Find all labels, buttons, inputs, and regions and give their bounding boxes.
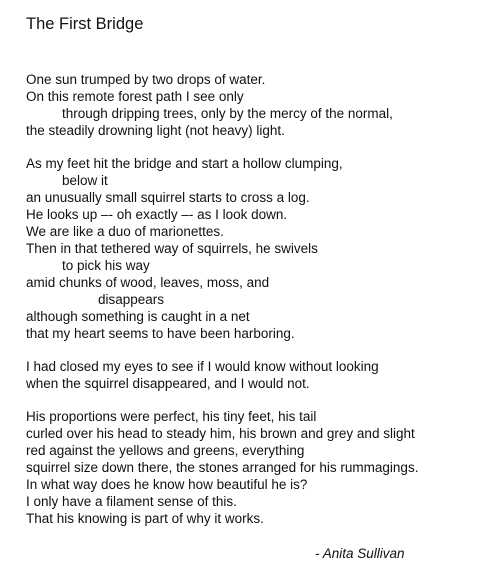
stanza-3 — [26, 358, 496, 392]
poem-title: The First Bridge — [26, 15, 144, 33]
poem-line: We are like a duo of marionettes. — [26, 224, 224, 239]
poem-line: below it — [62, 173, 108, 188]
poem — [26, 14, 496, 543]
poem-line: disappears — [98, 292, 165, 307]
poem-line: One sun trumped by two drops of water. — [26, 72, 266, 87]
poem-line: although something is caught in a net — [26, 309, 250, 324]
poem-line: On this remote forest path I see only — [26, 89, 244, 104]
stanza-4 — [26, 408, 496, 527]
poem-line: the steadily drowning light (not heavy) light. — [26, 123, 285, 138]
poem-attribution: - Anita Sullivan — [315, 546, 405, 561]
poem-line: His proportions were perfect, his tiny feet, his tail — [26, 409, 317, 424]
poem-line: I had closed my eyes to see if I would know without looking — [26, 359, 379, 374]
poem-line: squirrel size down there, the stones arranged for his rummagings. — [26, 460, 419, 475]
poem-line: As my feet hit the bridge and start a hollow clumping, — [26, 156, 343, 171]
poem-line: amid chunks of wood, leaves, moss, and — [26, 275, 270, 290]
poem-line: He looks up –- oh exactly –- as I look down. — [26, 207, 288, 222]
poem-line: through dripping trees, only by the mercy of the normal, — [62, 106, 393, 121]
stanza-1 — [26, 71, 496, 139]
poem-line: curled over his head to steady him, his brown and grey and slight — [26, 426, 415, 441]
poem-line: when the squirrel disappeared, and I would not. — [26, 376, 310, 391]
poem-line: That his knowing is part of why it works. — [26, 511, 264, 526]
poem-line: an unusually small squirrel starts to cross a log. — [26, 190, 310, 205]
poem-line: red against the yellows and greens, everything — [26, 443, 305, 458]
stanza-2 — [26, 155, 496, 342]
poem-line: that my heart seems to have been harboring. — [26, 326, 295, 341]
poem-line: In what way does he know how beautiful he is? — [26, 477, 308, 492]
poem-line: to pick his way — [62, 258, 150, 273]
poem-line: I only have a filament sense of this. — [26, 494, 237, 509]
poem-line: Then in that tethered way of squirrels, he swivels — [26, 241, 318, 256]
